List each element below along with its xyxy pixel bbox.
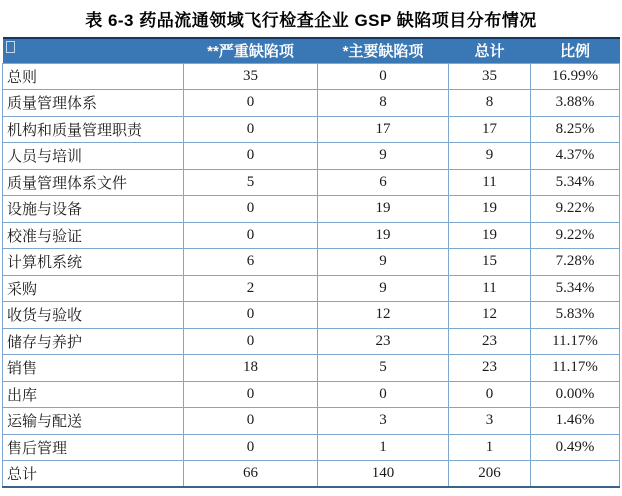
table-row	[3, 169, 620, 196]
header-cell-major	[318, 38, 449, 63]
table-footer-row	[3, 461, 620, 488]
value-cell: 19	[449, 196, 531, 223]
value-cell: 5	[184, 169, 318, 196]
value-cell: 11.17%	[531, 355, 620, 382]
value-cell: 9	[318, 275, 449, 302]
value-cell: 0	[184, 222, 318, 249]
value-cell: 9.22%	[531, 196, 620, 223]
value-cell: 12	[318, 302, 449, 329]
table-row	[3, 90, 620, 117]
value-cell: 18	[184, 355, 318, 382]
value-cell: 11.17%	[531, 328, 620, 355]
gsp-defect-table	[2, 37, 620, 488]
row-label-cell: 出库	[3, 381, 184, 408]
row-label-cell: 人员与培训	[3, 143, 184, 170]
table-row	[3, 328, 620, 355]
value-cell: 206	[449, 461, 531, 488]
value-cell: 140	[318, 461, 449, 488]
value-cell: 0	[184, 328, 318, 355]
value-cell: 0	[184, 381, 318, 408]
header-cell-category	[3, 38, 184, 63]
value-cell: 8.25%	[531, 116, 620, 143]
value-cell: 6	[184, 249, 318, 276]
value-cell: 0	[184, 143, 318, 170]
row-label-cell: 校准与验证	[3, 222, 184, 249]
row-label-cell: 质量管理体系文件	[3, 169, 184, 196]
value-cell: 5.34%	[531, 169, 620, 196]
value-cell: 12	[449, 302, 531, 329]
table-row	[3, 275, 620, 302]
value-cell: 0	[318, 381, 449, 408]
row-label-cell: 储存与养护	[3, 328, 184, 355]
row-label-cell: 设施与设备	[3, 196, 184, 223]
table-row	[3, 63, 620, 90]
value-cell: 0	[184, 408, 318, 435]
value-cell: 7.28%	[531, 249, 620, 276]
value-cell: 5.83%	[531, 302, 620, 329]
value-cell: 0	[449, 381, 531, 408]
table-row	[3, 381, 620, 408]
header-label: **严重缺陷项	[207, 43, 294, 61]
table-row	[3, 222, 620, 249]
header-cell-percent	[531, 38, 620, 63]
value-cell: 3	[318, 408, 449, 435]
row-label-cell: 收货与验收	[3, 302, 184, 329]
value-cell: 0.49%	[531, 434, 620, 461]
header-label: 比例	[559, 43, 590, 61]
value-cell: 0	[184, 196, 318, 223]
table-row	[3, 249, 620, 276]
table-caption: 表 6-3 药品流通领域飞行检查企业 GSP 缺陷项目分布情况	[85, 11, 537, 30]
row-label-cell: 质量管理体系	[3, 90, 184, 117]
value-cell: 19	[318, 222, 449, 249]
value-cell: 23	[449, 355, 531, 382]
table-row	[3, 116, 620, 143]
value-cell: 17	[318, 116, 449, 143]
value-cell	[531, 461, 620, 488]
value-cell: 16.99%	[531, 63, 620, 90]
table-header	[3, 38, 620, 63]
value-cell: 19	[449, 222, 531, 249]
value-cell: 0	[184, 434, 318, 461]
header-cell-total	[449, 38, 531, 63]
value-cell: 5.34%	[531, 275, 620, 302]
table-row	[3, 196, 620, 223]
value-cell: 8	[318, 90, 449, 117]
value-cell: 0	[184, 90, 318, 117]
row-label-cell: 总计	[3, 461, 184, 488]
table-row	[3, 408, 620, 435]
value-cell: 23	[318, 328, 449, 355]
value-cell: 9	[449, 143, 531, 170]
table-row	[3, 143, 620, 170]
header-cell-severe	[184, 38, 318, 63]
value-cell: 9	[318, 249, 449, 276]
value-cell: 19	[318, 196, 449, 223]
value-cell: 35	[184, 63, 318, 90]
value-cell: 3.88%	[531, 90, 620, 117]
value-cell: 0	[318, 63, 449, 90]
table-row	[3, 434, 620, 461]
missing-glyph-square-icon	[6, 41, 15, 53]
value-cell: 11	[449, 275, 531, 302]
value-cell: 11	[449, 169, 531, 196]
table-row	[3, 302, 620, 329]
value-cell: 35	[449, 63, 531, 90]
value-cell: 23	[449, 328, 531, 355]
row-label-cell: 销售	[3, 355, 184, 382]
value-cell: 1	[449, 434, 531, 461]
row-label-cell: 售后管理	[3, 434, 184, 461]
value-cell: 66	[184, 461, 318, 488]
value-cell: 5	[318, 355, 449, 382]
value-cell: 0	[184, 116, 318, 143]
value-cell: 9.22%	[531, 222, 620, 249]
row-label-cell: 运输与配送	[3, 408, 184, 435]
value-cell: 0	[184, 302, 318, 329]
row-label-cell: 采购	[3, 275, 184, 302]
value-cell: 17	[449, 116, 531, 143]
value-cell: 15	[449, 249, 531, 276]
value-cell: 6	[318, 169, 449, 196]
header-label: 总计	[474, 43, 505, 61]
header-label: *主要缺陷项	[342, 43, 424, 61]
header-row	[3, 38, 620, 63]
row-label-cell: 机构和质量管理职责	[3, 116, 184, 143]
table-row	[3, 355, 620, 382]
value-cell: 3	[449, 408, 531, 435]
row-label-cell: 计算机系统	[3, 249, 184, 276]
value-cell: 0.00%	[531, 381, 620, 408]
row-label-cell: 总则	[3, 63, 184, 90]
value-cell: 8	[449, 90, 531, 117]
value-cell: 4.37%	[531, 143, 620, 170]
value-cell: 9	[318, 143, 449, 170]
value-cell: 2	[184, 275, 318, 302]
table-body	[3, 63, 620, 487]
value-cell: 1	[318, 434, 449, 461]
value-cell: 1.46%	[531, 408, 620, 435]
